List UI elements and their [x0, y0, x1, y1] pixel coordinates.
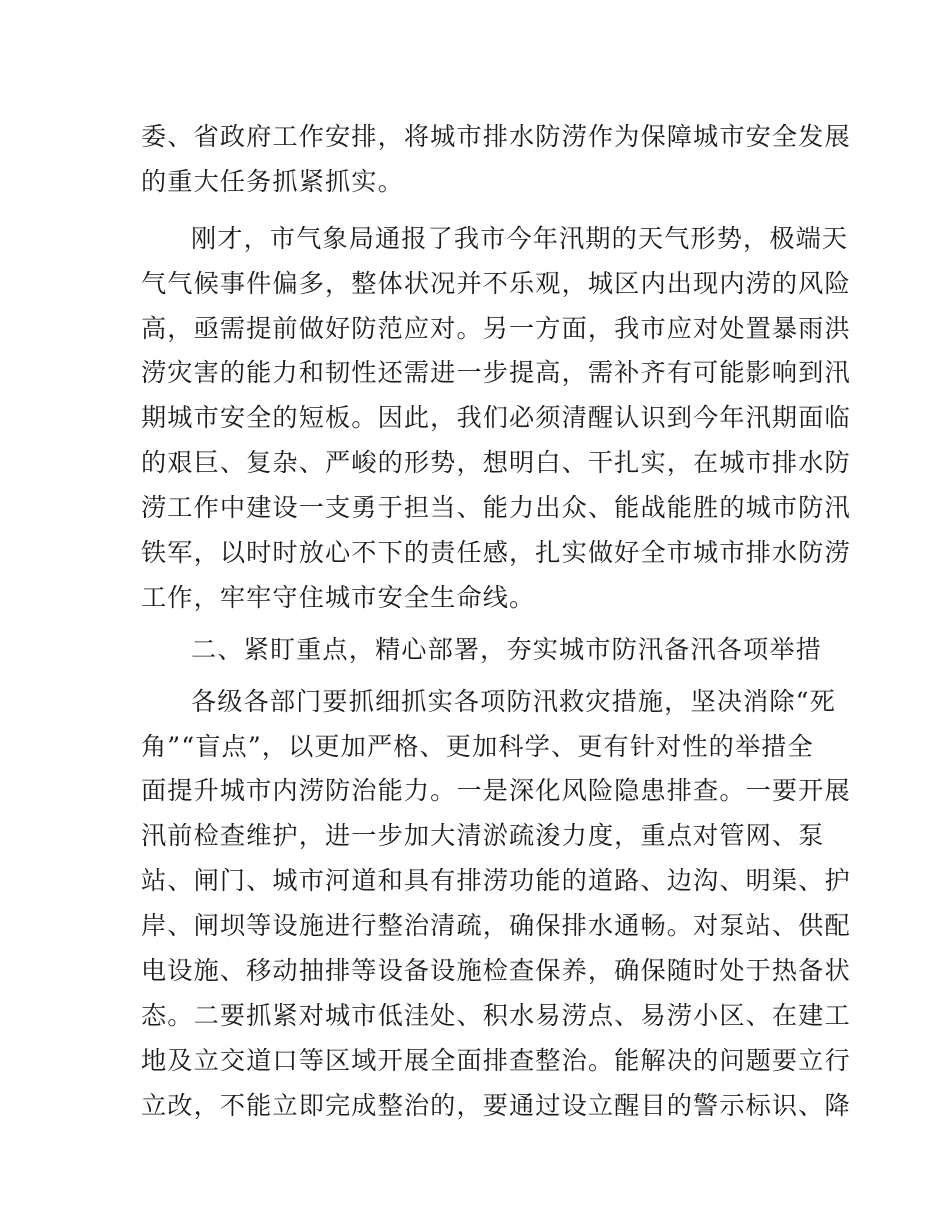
text-line: 刚才，市气象局通报了我市今年汛期的天气形势，极端天	[191, 223, 849, 253]
text-line: 的艰巨、复杂、严峻的形势，想明白、干扎实，在城市排水防	[141, 448, 851, 478]
text-line: 角”“盲点”，以更加严格、更加科学、更有针对性的举措全	[141, 731, 814, 761]
text-line: 高，亟需提前做好防范应对。另一方面，我市应对处置暴雨洪	[141, 313, 851, 343]
paragraph-2	[141, 217, 851, 621]
text-line: 涝工作中建设一支勇于担当、能力出众、能战能胜的城市防汛	[141, 493, 851, 523]
text-line: 委、省政府工作安排，将城市排水防涝作为保障城市安全发展	[141, 122, 851, 151]
text-line: 涝灾害的能力和韧性还需进一步提高，需补齐有可能影响到汛	[141, 358, 851, 388]
text-line: 立改，不能立即完成整治的，要通过设立醒目的警示标识、降	[141, 1090, 851, 1120]
text-line: 工作，牢牢守住城市安全生命线。	[141, 582, 536, 612]
text-line: 站、闸门、城市河道和具有排涝功能的道路、边沟、明渠、护	[141, 866, 851, 896]
text-line: 电设施、移动抽排等设备设施检查保养，确保随时处于热备状	[141, 956, 851, 986]
paragraph-3	[141, 680, 851, 1129]
text-line: 态。二要抓紧对城市低洼处、积水易涝点、易涝小区、在建工	[141, 1000, 851, 1030]
text-line: 气气候事件偏多，整体状况并不乐观，城区内出现内涝的风险	[141, 268, 851, 298]
text-line: 铁军，以时时放心不下的责任感，扎实做好全市城市排水防涝	[141, 538, 851, 568]
text-line: 岸、闸坝等设施进行整治清疏，确保排水通畅。对泵站、供配	[141, 911, 851, 941]
paragraph-1	[141, 115, 851, 205]
text-line: 期城市安全的短板。因此，我们必须清醒认识到今年汛期面临	[141, 403, 851, 433]
text-line: 各级各部门要抓细抓实各项防汛救灾措施，坚决消除“死	[191, 686, 836, 716]
text-line: 地及立交道口等区域开展全面排查整治。能解决的问题要立行	[141, 1045, 851, 1075]
section-heading	[141, 628, 822, 673]
text-line: 面提升城市内涝防治能力。一是深化风险隐患排查。一要开展	[141, 776, 851, 806]
text-line: 的重大任务抓紧抓实。	[141, 166, 404, 196]
text-line: 汛前检查维护，进一步加大清淤疏浚力度，重点对管网、泵	[141, 821, 825, 851]
heading-text: 二、紧盯重点，精心部署，夯实城市防汛备汛各项举措	[191, 634, 822, 664]
document-body	[141, 115, 851, 1129]
